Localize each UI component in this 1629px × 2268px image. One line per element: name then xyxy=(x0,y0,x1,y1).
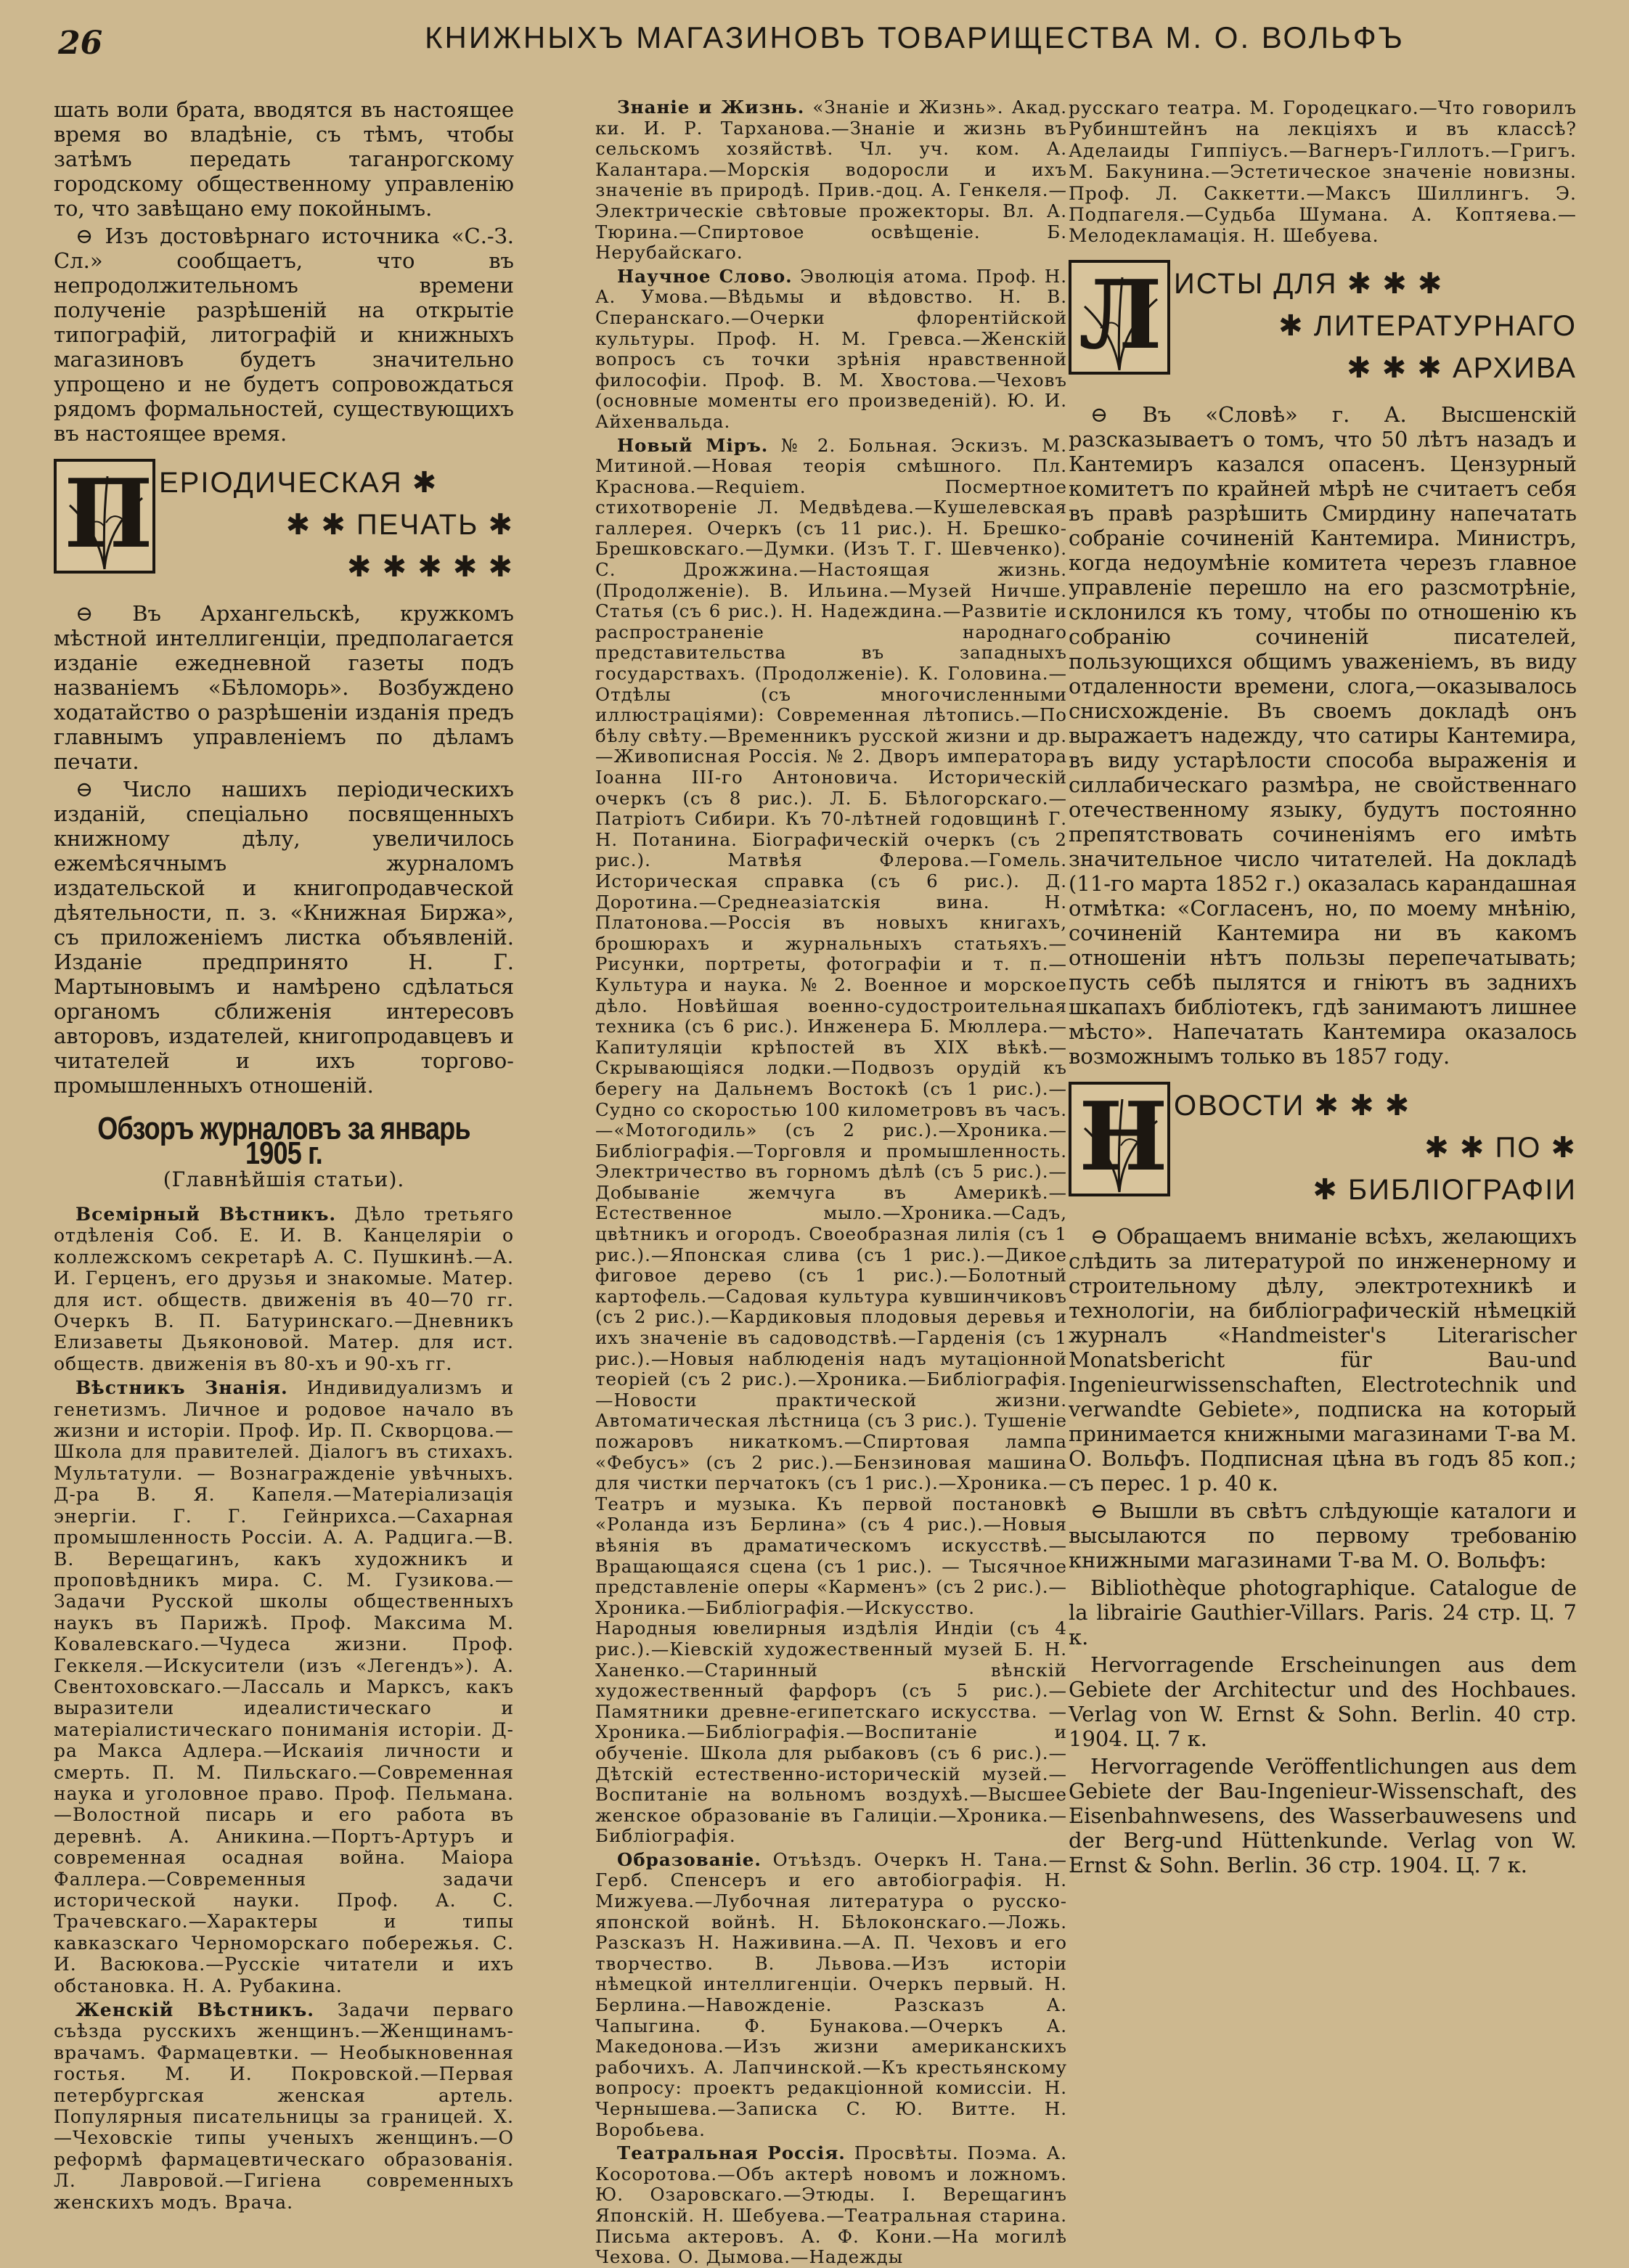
col1-intro: шать воли брата, вводятся въ настоящее время во владѣніе, съ тѣмъ, чтобы затѣмъ передать таганрогскому городскому общественному управленію то, что завѣщано ему покойнымъ. xyxy=(54,97,514,221)
col3-intro: русскаго театра. М. Городецкаго.—Что говорилъ Рубинштейнъ на лекціяхъ и въ классѣ? Аделаиды Гиппіусъ.—Вагнеръ-Гиллотъ.—Григъ. М. Бакунина.—Эстетическое значеніе новизны. Проф. Л. Саккетти.—Максъ Шиллингъ. Э. Подпагеля.—Судьба Шумана. А. Коптяева.—Мелодекламація. Н. Шебуева. xyxy=(1069,97,1577,247)
magazine-contents: Эволюція атома. Проф. Н. А. Умова.—Вѣдьмы и вѣдовство. Н. В. Сперанскаго.—Очерки флорентійской культуры. Проф. Н. М. Гревса.—Женскій вопросъ съ точки зрѣнія нравственной философіи. Проф. В. М. Хвостова.—Чеховъ (основные моменты его произведеній). Ю. И. Айхенвальда. xyxy=(595,265,1067,432)
magazine-name: Знаніе и Жизнь. xyxy=(617,97,805,118)
section-heading-line-1: ИСТЫ ДЛЯ ✱ ✱ ✱ xyxy=(1174,267,1444,300)
col3-paragraph-1: ⊖ Въ «Словѣ» г. А. Высшенскій разсказываетъ о томъ, что 50 лѣтъ назадъ и Кантемиръ казался опасенъ. Цензурный комитетъ по крайней мѣрѣ не считаетъ себя въ правѣ разрѣшить Смирдину напечатать собраніе сочиненій Кантемира. Министръ, когда недоумѣніе комитета черезъ главное управленіе перешло на его разсмотрѣніе, склонился къ тому, чтобы по отношенію къ собранію сочиненій писателей, пользующихся общимъ уваженіемъ, въ виду отдаленности времени, слога,—оказывалось снисхожденіе. Въ своемъ докладѣ онъ выражаетъ надежду, что сатиры Кантемира, въ виду устарѣлости способа выраженія и силлабическаго размѣра, не свойственнаго отечественному языку, будутъ постоянно препятствовать сочиненіямъ его имѣть значительное число читателей. На докладѣ (11-го марта 1852 г.) оказалась карандашная отмѣтка: «Согласенъ, но, по моему мнѣнію, сочиненій Кантемира ни въ какомъ отношеніи нѣтъ пользы перепечатывать; пусть себѣ пылятся и гніютъ въ заднихъ шкапахъ библіотекъ, гдѣ занимаютъ лишнее мѣсто». Напечатать Кантемира оказалось возможнымъ только въ 1857 году. xyxy=(1069,401,1577,1069)
col1-paragraph-2: ⊖ Въ Архангельскѣ, кружкомъ мѣстной интеллигенціи, предполагается изданіе ежедневной газеты подъ названіемъ «Бѣломорь». Возбуждено ходатайство о разрѣшеніи изданія предъ главнымъ управленіемъ по дѣламъ печати. xyxy=(54,601,514,774)
section-heading-line-1: ЕРІОДИЧЕСКАЯ ✱ xyxy=(159,467,438,499)
column-2 xyxy=(595,97,1068,2268)
catalogue-entry: Bibliothèque photographique. Catalogue de la librairie Gauthier-Villars. Paris. 24 стр. Ц. 7 к. xyxy=(1069,1575,1577,1649)
initial-letter: П xyxy=(64,458,153,569)
magazine-name: Вѣстникъ Знанія. xyxy=(75,1377,288,1399)
ornamental-initial-plant-icon xyxy=(1069,1082,1170,1196)
magazine-entry xyxy=(595,97,1067,264)
initial-letter: Л xyxy=(1079,258,1162,370)
magazine-entry xyxy=(54,1204,514,1374)
page-number: 26 xyxy=(58,25,103,62)
col1-paragraph-3: ⊖ Число нашихъ періодическихъ изданій, спеціально посвященныхъ книжному дѣлу, увеличилось ежемѣсячнымъ журналомъ издательской и книгопродавческой дѣятельности, п. з. «Книжная Биржа», съ приложеніемъ листка объявленій. Изданіе предпринято Н. Г. Мартыновымъ и намѣрено сдѣлаться органомъ сближенія интересовъ авторовъ, издателей, книгопродавцевъ и читателей и ихъ торгово-промышленныхъ отношеній. xyxy=(54,777,514,1098)
column-3 xyxy=(1069,97,1577,2203)
col3-paragraph-3: ⊖ Вышли въ свѣтъ слѣдующіе каталоги и высылаются по первому требованію книжными магазинами Т-ва М. О. Вольфъ: xyxy=(1069,1498,1577,1572)
section-heading-line-3: ✱ ✱ ✱ ✱ ✱ xyxy=(346,551,514,583)
section-heading-line-3: ✱ ✱ ✱ АРХИВА xyxy=(1347,351,1577,384)
catalogue-entry: Hervorragende Veröffentlichungen aus dem Gebiete der Bau-Ingenieur-Wissenschaft, des Eisenbahnwesens, des Wasserbauwesens und der Berg-und Hüttenkunde. Verlag von W. Ernst & Sohn. Berlin. 36 стр. 1904. Ц. 7 к. xyxy=(1069,1753,1577,1877)
magazine-contents: Индивидуализмъ и генетизмъ. Личное и родовое начало въ жизни и исторіи. Проф. Ир. П. Скворцова.—Школа для правителей. Діалогъ въ стихахъ. Мультатули. — Вознагражденіе увѣчныхъ. Д-ра В. Я. Капеля.—Матеріализація энергіи. Г. Г. Гейнрихса.—Сахарная промышленность Россіи. А. А. Радцига.—В. В. Верещагинъ, какъ художникъ и проповѣдникъ мира. С. М. Гузикова.—Задачи Русской школы общественныхъ наукъ въ Парижѣ. Проф. Максима М. Ковалевскаго.—Чудеса жизни. Проф. Геккеля.—Искусители (изъ «Легендъ»). А. Свентоховскаго.—Лассаль и Марксъ, какъ выразители идеалистическаго и матеріалистическаго пониманія исторіи. Д-ра Макса Адлера.—Искаиія личности и смерть. П. М. Пильскаго.—Современная наука и уголовное право. Проф. Пельмана.—Волостной писарь и его работа въ деревнѣ. А. Аникина.—Портъ-Артуръ и современная осадная война. Маіора Фаллера.—Современныя задачи исторической науки. Проф. А. С. Трачевскаго.—Характеры и типы кавказскаго Черноморскаго побережья. С. И. Васюкова.—Русскіе читатели и ихъ обстановка. Н. А. Рубакина. xyxy=(54,1377,514,1996)
section-heading-line-2: ✱ ✱ ПО ✱ xyxy=(1424,1131,1577,1164)
section-heading-line-2: ✱ ЛИТЕРАТУРНАГО xyxy=(1278,309,1577,342)
section-heading-literary-archive xyxy=(1069,260,1577,391)
magazine-entry xyxy=(54,1377,514,1996)
page-header xyxy=(51,16,1590,60)
magazine-name: Научное Слово. xyxy=(617,265,793,287)
section-heading-periodical-press xyxy=(54,459,514,590)
section-heading-line-2: ✱ ✱ ПЕЧАТЬ ✱ xyxy=(285,509,514,541)
section-heading-line-1: ОВОСТИ ✱ ✱ ✱ xyxy=(1174,1089,1411,1122)
column-1 xyxy=(54,97,514,2213)
magazine-contents: Дѣло третьяго отдѣленія Соб. Е. И. В. Канцеляріи о коллежскомъ секретарѣ А. С. Пушкинѣ.—А. И. Герценъ, его друзья и знакомые. Матер. для ист. обществ. движенія въ 40—70 гг. Очеркъ В. П. Батуринскаго.—Дневникъ Елизаветы Дьяконовой. Матер. для ист. обществ. движенія въ 80-хъ и 90-хъ гг. xyxy=(54,1204,514,1374)
review-subtitle: (Главнѣйшія статьи). xyxy=(163,1167,405,1191)
magazine-contents: № 2. Больная. Эскизъ. М. Митиной.—Новая теорія смѣшного. Пл. Краснова.—Requiem. Посмертное стихотвореніе Л. Медвѣдева.—Кушелевская галлерея. Очеркъ (съ 11 рис.). Н. Брешко-Брешковскаго.—Думки. (Изъ Т. Г. Шевченко). С. Дрожжина.—Настоящая жизнь. (Продолженіе). В. Ильина.—Музей Ничше. Статья (съ 6 рис.). Н. Надеждина.—Развитіе и распространеніе народнаго представительства въ западныхъ государствахъ. (Продолженіе). К. Головина.—Отдѣлы (съ многочисленными иллюстраціями): Современная лѣтопись.—По бѣлу свѣту.—Временникъ русской жизни и др.—Живописная Россія. № 2. Дворъ императора Іоанна III-го Антоновича. Историческій очеркъ (съ 8 рис.). Л. Б. Бѣлогорскаго.—Патріотъ Сибири. Къ 70-лѣтней годовщинѣ Г. Н. Потанина. Біографическій очеркъ (съ 2 рис.). Матвѣя Флерова.—Гомель. Историческая справка (съ 6 рис.). Д. Доротина.—Среднеазіатскія вина. Н. Платонова.—Россія въ новыхъ книгахъ, брошюрахъ и журнальныхъ статьяхъ.—Рисунки, портреты, фотографіи и т. п.—Культура и наука. № 2. Военное и морское дѣло. Новѣйшая военно-судостроительная техника (съ 6 рис.). Инженера Б. Мюллера.—Капитуляціи крѣпостей въ XIX вѣкѣ.—Скрывающіяся лодки.—Подвозъ орудій къ берегу на Дальнемъ Востокѣ (съ 1 рис.).—Судно со скоростью 100 километровъ въ часъ.—«Мотогодиль» (съ 2 рис.).—Хроника.—Библіографія.—Торговля и промышленность. Электричество въ горномъ дѣлѣ (съ 5 рис.).—Добываніе жемчуга въ Америкѣ.—Естественное мыло.—Хроника.—Садъ, цвѣтникъ и огородъ. Своеобразная лилія (съ 1 рис.).—Японская слива (съ 1 рис.).—Дикое фиговое дерево (съ 1 рис.).—Болотный картофель.—Садовая культура кувшинчиковъ (съ 2 рис.).—Кардиковыя плодовыя деревья и ихъ значеніе въ садоводствѣ.—Гарденія (съ 1 рис.).—Новыя наблюденія надъ мутаціонной теоріей (съ 2 рис.).—Хроника.—Библіографія.—Новости практической жизни. Автоматическая лѣстница (съ 3 рис.). Тушеніе пожаровъ никаткомъ.—Спиртовая лампа «Фебусъ» (съ 2 рис.).—Бензиновая машина для чистки перчатокъ (съ 1 рис.).—Хроника.—Театръ и музыка. Къ первой постановкѣ «Роланда изъ Берлина» (съ 4 рис.).—Новыя вѣянія въ драматическомъ искусствѣ.—Вращающаяся сцена (съ 1 рис.). — Тысячное представленіе оперы «Карменъ» (съ 2 рис.).—Хроника.—Библіографія.—Искусство. Народныя ювелирныя издѣлія Индіи (съ 4 рис.).—Кіевскій художественный музей Б. Н. Ханенко.—Старинный вѣнскій художественный фарфоръ (съ 5 рис.).—Памятники древне-египетскаго искусства. — Хроника.—Библіографія.—Воспитаніе и обученіе. Школа для рыбаковъ (съ 6 рис.).—Дѣтскій естественно-историческій музей.—Воспитаніе на вольномъ воздухѣ.—Высшее женское образованіе въ Галиціи.—Хроника.—Библіографія. xyxy=(595,434,1067,1847)
magazine-name: Новый Міръ. xyxy=(617,434,769,456)
magazine-contents: Отъѣздъ. Очеркъ Н. Тана.—Герб. Спенсеръ и его автобіографія. Н. Мижуева.—Лубочная литература о русско-японской войнѣ. Н. Бѣлоконскаго.—Ложь. Разсказъ Н. Наживина.—А. П. Чеховъ и его творчество. В. Львова.—Изъ исторіи нѣмецкой интеллигенціи. Очеркъ первый. Н. Берлина.—Навожденіе. Разсказъ А. Чапыгина. Ф. Бунакова.—Очеркъ А. Македонова.—Изъ жизни американскихъ рабочихъ. А. Лапчинской.—Къ крестьянскому вопросу: проектъ редакціонной комиссіи. Н. Чернышева.—Записка С. Ю. Витте. Н. Воробьева. xyxy=(595,1848,1067,2140)
magazine-entry xyxy=(54,1999,514,2213)
col1-paragraph-1: ⊖ Изъ достовѣрнаго источника «С.-З. Сл.» сообщаетъ, что въ непродолжительномъ времени полученіе разрѣшеній на открытіе типографій, литографій и книжныхъ магазиновъ будетъ значительно упрощено и не будетъ сопровождаться рядомъ формальностей, существующихъ въ настоящее время. xyxy=(54,224,514,446)
col3-paragraph-2: ⊖ Обращаемъ вниманіе всѣхъ, желающихъ слѣдить за литературой по инженерному и строительному дѣлу, электротехникѣ и технологіи, на библіографическій нѣмецкій журналъ «Handmeister's Literarischer Monatsbericht für Bau-und Ingenieurwissenschaften, Electrotechnik und verwandte Gebiete», подписка на который принимается книжными магазинами Т-ва М. О. Вольфъ. Подписная цѣна въ годъ 85 коп.; съ перес. 1 р. 40 к. xyxy=(1069,1223,1577,1496)
magazine-entry xyxy=(595,266,1067,433)
magazine-entry xyxy=(595,1850,1067,2140)
magazine-name: Всемірный Вѣстникъ. xyxy=(75,1204,337,1225)
magazine-name: Женскій Вѣстникъ. xyxy=(75,1999,314,2021)
catalogue-entry: Hervorragende Erscheinungen aus dem Gebiete der Architectur und des Hochbaues. Verlag von W. Ernst & Sohn. Berlin. 40 стр. 1904. Ц. 7 к. xyxy=(1069,1652,1577,1751)
review-title: Обзоръ журналовъ за январь 1905 г. xyxy=(97,1111,470,1171)
magazine-entry xyxy=(595,2143,1067,2268)
magazine-contents: Просвѣты. Поэма. А. Косоротова.—Объ актерѣ новомъ и ложномъ. Ю. Озаровскаго.—Этюды. I. Верещагинъ Японскій. Н. Шебуева.—Театральная старина. Письма актеровъ. А. Ф. Кони.—На могилѣ Чехова. О. Дымова.—Надежды xyxy=(595,2142,1068,2268)
ornamental-initial-plant-icon xyxy=(1069,260,1170,375)
section-heading-bibliography-news xyxy=(1069,1082,1577,1212)
magazine-name: Театральная Россія. xyxy=(617,2142,846,2164)
magazine-contents: Задачи перваго съѣзда русскихъ женщинъ.—Женщинамъ-врачамъ. Фармацевтки. — Необыкновенная гостья. М. И. Покровской.—Первая петербургская женская артель. Популярныя писательницы за границей. Х.—Чеховскіе типы ученыхъ женщинъ.—О реформѣ фармацевтическаго образованія. Л. Лавровой.—Гигіена современныхъ женскихъ модъ. Врача. xyxy=(54,1999,514,2213)
section-heading-line-3: ✱ БИБЛІОГРАФІИ xyxy=(1312,1173,1577,1206)
ornamental-initial-plant-icon xyxy=(54,459,155,574)
initial-letter: Н xyxy=(1079,1080,1168,1192)
magazine-contents: «Знаніе и Жизнь». Акад. ки. И. Р. Тарханова.—Знаніе и жизнь въ сельскомъ хозяйствѣ. Чл. уч. ком. А. Калантара.—Морскія водоросли и ихъ значеніе въ природѣ. Прив.-доц. А. Генкеля.—Электрическіе свѣтовые прожекторы. Вл. А. Тюрина.—Спиртовое освѣщеніе. Б. Нерубайскаго. xyxy=(595,97,1067,264)
running-head: КНИЖНЫХЪ МАГАЗИНОВЪ ТОВАРИЩЕСТВА М. О. ВОЛЬФЪ xyxy=(425,20,1405,54)
magazine-name: Образованіе. xyxy=(617,1848,762,1870)
magazine-entry xyxy=(595,436,1067,1847)
